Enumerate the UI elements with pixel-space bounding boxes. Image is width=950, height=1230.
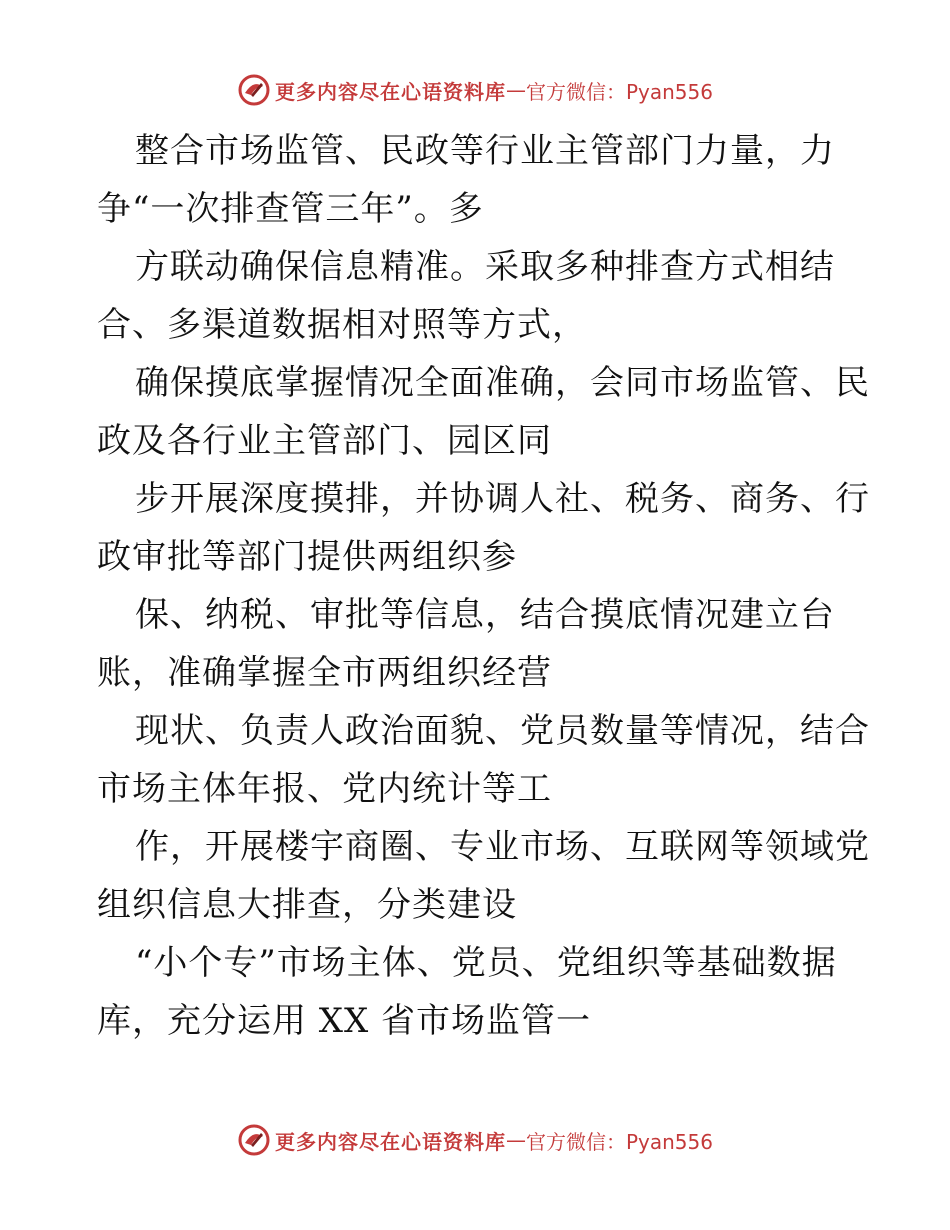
body-line: 组织信息大排查，分类建设 bbox=[97, 885, 517, 925]
footer-wechat-text: 官方微信：Pyan556 bbox=[525, 1129, 713, 1154]
header-brand-text: 更多内容尽在心语资料库 bbox=[274, 79, 506, 104]
red-swirl-pen-logo-icon bbox=[237, 1123, 271, 1157]
body-line: 现状、负责人政治面貌、党员数量等情况，结合 bbox=[135, 711, 870, 751]
body-line: 争“一次排查管三年”。多 bbox=[97, 189, 484, 229]
body-line: 政及各行业主管部门、园区同 bbox=[97, 421, 552, 461]
document-body bbox=[97, 122, 870, 1050]
body-line: 保、纳税、审批等信息，结合摸底情况建立台 bbox=[135, 595, 835, 635]
body-line: 整合市场监管、民政等行业主管部门力量，力 bbox=[135, 131, 835, 171]
footer-separator: — bbox=[505, 1128, 526, 1152]
body-line: “小个专”市场主体、党员、党组织等基础数据 bbox=[135, 943, 837, 983]
body-line: 作，开展楼宇商圈、专业市场、互联网等领域党 bbox=[135, 827, 870, 867]
footer-brand-text: 更多内容尽在心语资料库 bbox=[274, 1129, 506, 1154]
body-line: 账，准确掌握全市两组织经营 bbox=[97, 653, 552, 693]
body-line: 方联动确保信息精准。采取多种排查方式相结 bbox=[135, 247, 835, 287]
body-line: 市场主体年报、党内统计等工 bbox=[97, 769, 552, 809]
body-line: 合、多渠道数据相对照等方式， bbox=[97, 305, 587, 345]
body-line: 确保摸底掌握情况全面准确，会同市场监管、民 bbox=[135, 363, 870, 403]
header-separator: — bbox=[505, 78, 526, 102]
body-line: 步开展深度摸排，并协调人社、税务、商务、行 bbox=[135, 479, 870, 519]
body-line: 库，充分运用 XX 省市场监管一 bbox=[97, 1001, 592, 1041]
header-wechat-text: 官方微信：Pyan556 bbox=[525, 79, 713, 104]
body-line: 政审批等部门提供两组织参 bbox=[97, 537, 517, 577]
red-swirl-pen-logo-icon bbox=[237, 73, 271, 107]
footer-banner bbox=[0, 1120, 950, 1160]
header-banner bbox=[0, 70, 950, 110]
